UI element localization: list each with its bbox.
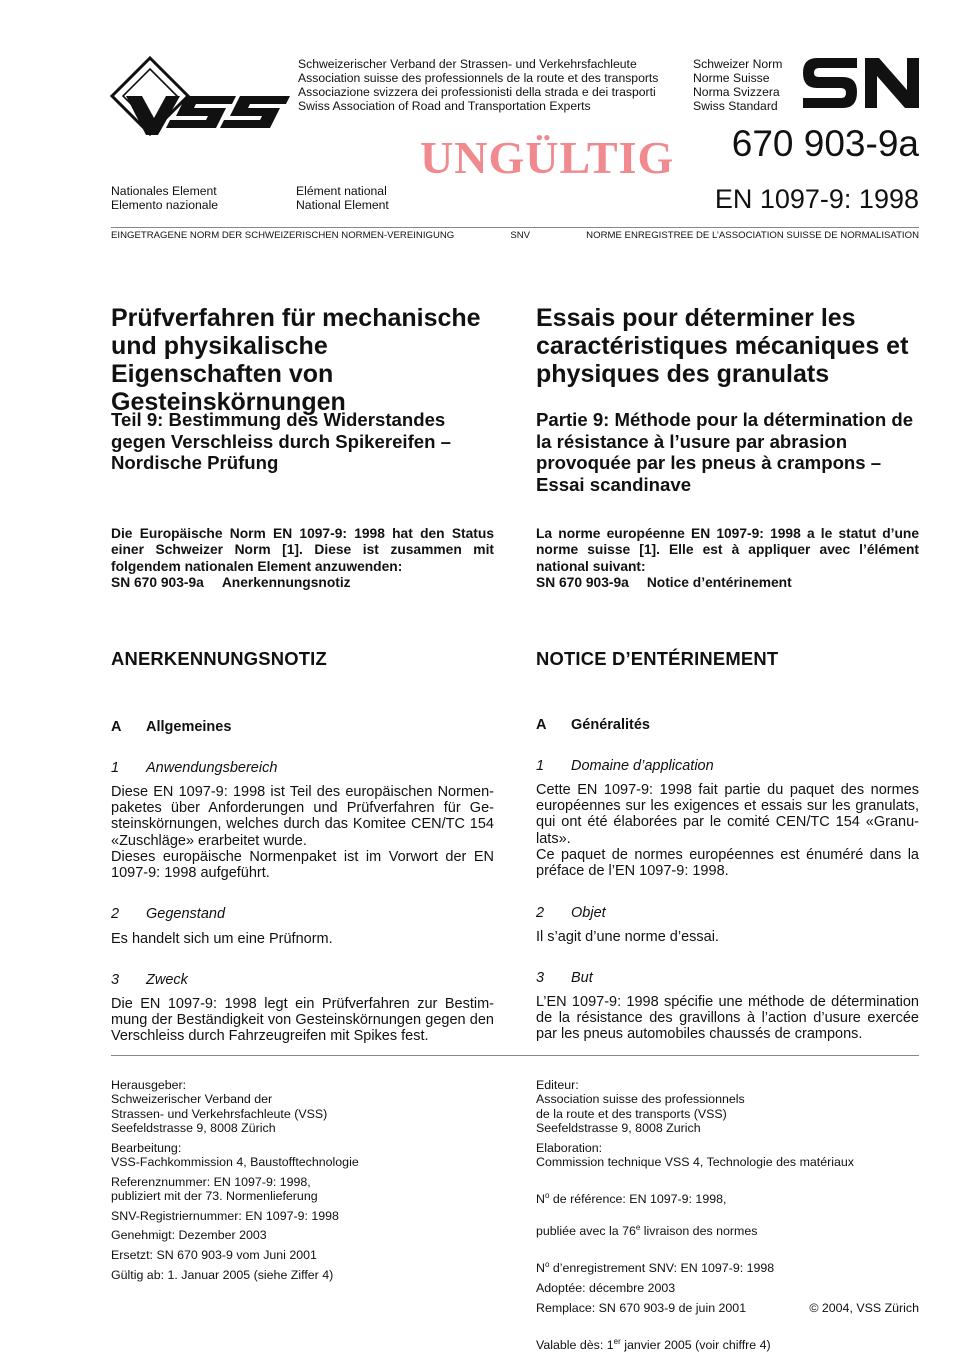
ref-line2-sup-fr: e bbox=[635, 1223, 641, 1233]
item-3-heading-de bbox=[111, 972, 188, 989]
item-1-number-fr: 1 bbox=[536, 758, 545, 774]
imprint-valid-from-fr bbox=[536, 1320, 919, 1352]
item-1-label-fr: Domaine d’application bbox=[571, 758, 714, 774]
national-element-fr-en bbox=[296, 184, 389, 212]
element-label-fr: Elément national bbox=[296, 184, 387, 198]
imprint-publisher-fr: Editeur: Association suisse des professionnels de la route et des transports (VSS) Seefeldstrasse 9, 8008 Zurich bbox=[536, 1078, 745, 1136]
imprint-replaces-de: Ersetzt: SN 670 903-9 vom Juni 2001 bbox=[111, 1248, 317, 1262]
registration-left: EINGETRAGENE NORM DER SCHWEIZERISCHEN NORMEN-VEREINIGUNG bbox=[111, 230, 455, 241]
subsection-a-label-fr: Généralités bbox=[571, 717, 650, 733]
ref-line2-suffix-fr: livraison des normes bbox=[640, 1224, 758, 1239]
item-3-text-de: Die EN 1097-9: 1998 legt ein Prüfverfahren zur Bestimmung der Beständigkeit von Gesteinskörnungen gegen den Verschleiss durch Fahrzeugreifen mit Spikes fest. bbox=[111, 996, 494, 1045]
ref-text-fr: de référence: EN 1097-9: 1998, bbox=[549, 1192, 727, 1207]
imprint-snv-number-de: SNV-Registriernummer: EN 1097-9: 1998 bbox=[111, 1208, 339, 1223]
item-1-label-de: Anwendungsbereich bbox=[146, 760, 278, 776]
imprint-reference-fr bbox=[536, 1175, 919, 1239]
national-element-de-it bbox=[111, 184, 218, 212]
status-doc-number-de: SN 670 903-9a bbox=[111, 574, 204, 590]
subsection-a-fr bbox=[536, 717, 650, 734]
item-2-label-de: Gegenstand bbox=[146, 906, 226, 922]
ref-sup-fr: o bbox=[544, 1191, 550, 1201]
item-2-label-fr: Objet bbox=[571, 905, 606, 921]
imprint-valid-from-de: Gültig ab: 1. Januar 2005 (siehe Ziffer 4) bbox=[111, 1267, 334, 1282]
item-3-label-de: Zweck bbox=[146, 972, 188, 988]
imprint-elaboration-fr: Elaboration: Commission technique VSS 4, Technologie des matériaux bbox=[536, 1140, 854, 1170]
status-fr bbox=[536, 526, 919, 591]
item-2-text-de: Es handelt sich um eine Prüfnorm. bbox=[111, 931, 333, 947]
subsection-a-number-fr: A bbox=[536, 717, 547, 733]
copyright: © 2004, VSS Zürich bbox=[809, 1301, 919, 1315]
subsection-a-number-de: A bbox=[111, 719, 122, 735]
item-3-number-fr: 3 bbox=[536, 970, 545, 986]
norm-name-fr: Norme Suisse bbox=[693, 71, 770, 85]
item-1-text-fr: Cette EN 1097-9: 1998 fait partie du paquet des normes européennes sur les exigences et essais sur les granulats, qui ont été élaborées par le comité CEN/TC 154 «Granulats». Ce paquet de normes européennes est énuméré dans la préface de l’EN 1097-9: 1998. bbox=[536, 782, 919, 880]
section-heading-fr: NOTICE D’ENTÉRINEMENT bbox=[536, 648, 779, 669]
imprint-snv-number-fr bbox=[536, 1244, 919, 1276]
item-3-number-de: 3 bbox=[111, 972, 120, 988]
title-de: Prüfverfahren für mechanische und physikalische Eigenschaften von Gesteinskörnungen bbox=[111, 304, 481, 416]
subsection-a-label-de: Allgemeines bbox=[146, 719, 232, 735]
status-doc-number-fr: SN 670 903-9a bbox=[536, 574, 629, 590]
association-names bbox=[298, 57, 658, 113]
imprint-reference-de: Referenznummer: EN 1097-9: 1998, publiziert mit der 73. Normenlieferung bbox=[111, 1174, 318, 1204]
ref-line2-prefix-fr: publiée avec la 76 bbox=[536, 1224, 636, 1239]
section-heading-de: ANERKENNUNGSNOTIZ bbox=[111, 648, 327, 669]
ref-prefix-fr: N bbox=[536, 1192, 545, 1207]
status-doc-line-fr bbox=[536, 575, 919, 591]
item-3-label-fr: But bbox=[571, 970, 593, 986]
element-label-en: National Element bbox=[296, 198, 389, 212]
association-name-de: Schweizerischer Verband der Strassen- und Verkehrsfachleute bbox=[298, 57, 637, 71]
imprint-replaces-fr: Remplace: SN 670 903-9 de juin 2001 bbox=[536, 1300, 747, 1315]
en-reference: EN 1097-9: 1998 bbox=[714, 184, 919, 214]
snv-text-fr: d’enregistrement SNV: EN 1097-9: 1998 bbox=[549, 1261, 775, 1276]
norm-name-en: Swiss Standard bbox=[693, 99, 778, 113]
item-3-text-fr: L’EN 1097-9: 1998 spécifie une méthode de détermination de la résistance des gravillons à l’action d’usure exercée par les pneus automobiles chaussés de crampons. bbox=[536, 994, 919, 1043]
imprint-adopted-fr: Adoptée: décembre 2003 bbox=[536, 1281, 676, 1295]
header-divider bbox=[111, 227, 919, 228]
footer-divider bbox=[111, 1055, 919, 1056]
sn-logo bbox=[803, 58, 919, 108]
document-number: 670 903-9a bbox=[731, 123, 919, 164]
status-text-fr: La norme européenne EN 1097-9: 1998 a le statut d’une norme suisse [1]. Elle est à appliquer avec l’élément national suivant: bbox=[536, 526, 919, 574]
status-text-de: Die Europäische Norm EN 1097-9: 1998 hat den Status einer Schweizer Norm [1]. Diese ist zusammen mit folgendem nationalen Element anzuwenden: bbox=[111, 526, 494, 574]
snv-prefix-fr: N bbox=[536, 1261, 545, 1276]
norm-type-names bbox=[693, 57, 782, 113]
norm-name-it: Norma Svizzera bbox=[693, 85, 780, 99]
imprint-approved-de: Genehmigt: Dezember 2003 bbox=[111, 1228, 267, 1243]
imprint-publisher-de: Herausgeber: Schweizerischer Verband der Strassen- und Verkehrsfachleute (VSS) Seefeldstrasse 9, 8008 Zürich bbox=[111, 1078, 328, 1136]
imprint-editing-de: Bearbeitung: VSS-Fachkommission 4, Baustofftechnologie bbox=[111, 1140, 359, 1170]
vss-logo bbox=[108, 56, 292, 140]
item-2-heading-fr bbox=[536, 905, 606, 922]
item-2-heading-de bbox=[111, 906, 225, 923]
invalid-stamp: UNGÜLTIG bbox=[420, 132, 675, 183]
item-3-heading-fr bbox=[536, 970, 593, 987]
imprint-de bbox=[111, 1078, 494, 1287]
imprint-fr bbox=[536, 1078, 919, 1357]
item-1-text-de: Diese EN 1097-9: 1998 ist Teil des europäischen Normenpaketes über Anforderungen und Prüfverfahren für Gesteinskörnungen, welches durch das Komitee CEN/TC 154 «Zuschläge» erarbeitet wurde. Dieses europäische Normenpaket ist im Vorwort der EN 1097-9: 1998 aufgeführt. bbox=[111, 784, 494, 882]
item-2-text-fr: Il s’agit d’une norme d’essai. bbox=[536, 929, 719, 945]
snv-sup-fr: o bbox=[544, 1260, 550, 1270]
status-doc-name-de: Anerkennungsnotiz bbox=[221, 574, 351, 590]
title-fr: Essais pour déterminer les caractéristiques mécaniques et physiques des granulats bbox=[536, 304, 909, 388]
association-name-en: Swiss Association of Road and Transportation Experts bbox=[298, 99, 591, 113]
part-title-de: Teil 9: Bestimmung des Widerstandes gegen Verschleiss durch Spikereifen – Nordische Prüfung bbox=[111, 409, 451, 473]
registration-right: NORME ENREGISTREE DE L’ASSOCIATION SUISSE DE NORMALISATION bbox=[586, 230, 919, 241]
item-2-number-de: 2 bbox=[111, 906, 120, 922]
registration-center: SNV bbox=[510, 230, 531, 241]
sn-logo-graphic bbox=[803, 58, 919, 108]
item-1-heading-fr bbox=[536, 758, 714, 775]
valid-suffix-fr: janvier 2005 (voir chiffre 4) bbox=[620, 1337, 771, 1352]
status-doc-name-fr: Notice d’entérinement bbox=[646, 574, 792, 590]
registration-bar bbox=[111, 230, 919, 242]
association-name-fr: Association suisse des professionnels de la route et des transports bbox=[298, 71, 659, 85]
part-title-fr: Partie 9: Méthode pour la détermination de la résistance à l’usure par abrasion provoquée par les pneus à crampons – Essai scandinave bbox=[536, 409, 914, 495]
element-label-de: Nationales Element bbox=[111, 184, 217, 198]
valid-prefix-fr: Valable dès: 1 bbox=[536, 1337, 614, 1352]
item-2-number-fr: 2 bbox=[536, 905, 545, 921]
norm-name-de: Schweizer Norm bbox=[693, 57, 783, 71]
vss-logo-graphic bbox=[108, 56, 292, 140]
status-de bbox=[111, 526, 494, 591]
item-1-number-de: 1 bbox=[111, 760, 120, 776]
subsection-a-de bbox=[111, 719, 231, 736]
element-label-it: Elemento nazionale bbox=[111, 198, 219, 212]
association-name-it: Associazione svizzera dei professionisti della strada e dei trasporti bbox=[298, 85, 656, 99]
valid-sup-fr: er bbox=[613, 1336, 621, 1346]
item-1-heading-de bbox=[111, 760, 277, 777]
status-doc-line-de bbox=[111, 575, 494, 591]
